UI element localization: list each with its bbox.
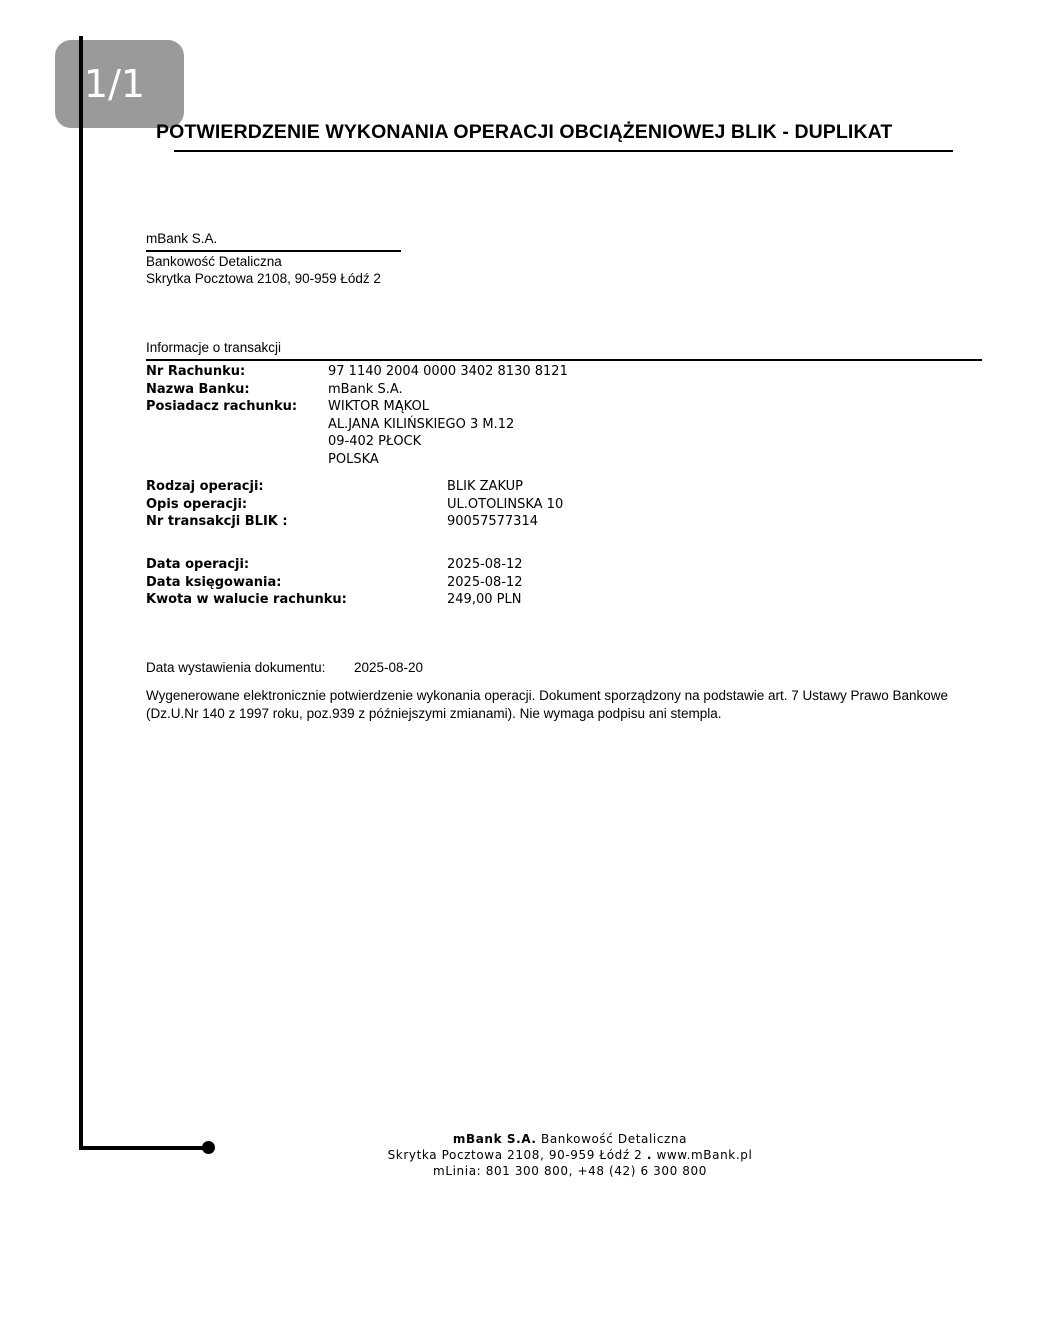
footer-address: Skrytka Pocztowa 2108, 90-959 Łódź 2	[387, 1148, 643, 1162]
footer-department: Bankowość Detaliczna	[541, 1132, 688, 1146]
posting-date-value: 2025-08-12	[447, 575, 523, 590]
operation-type-label: Rodzaj operacji:	[146, 479, 264, 494]
document-title: POTWIERDZENIE WYKONANIA OPERACJI OBCIĄŻENIOWEJ BLIK - DUPLIKAT	[156, 121, 893, 143]
section-title: Informacje o transakcji	[146, 340, 282, 355]
account-number-value: 97 1140 2004 0000 3402 8130 8121	[328, 364, 568, 379]
account-holder-line: POLSKA	[328, 452, 379, 467]
sender-address: Skrytka Pocztowa 2108, 90-959 Łódź 2	[146, 271, 381, 286]
operation-description-value: UL.OTOLINSKA 10	[447, 497, 564, 512]
operation-date-value: 2025-08-12	[447, 557, 523, 572]
issue-date-value: 2025-08-20	[354, 660, 424, 675]
bank-name-label: Nazwa Banku:	[146, 382, 250, 397]
operation-date-label: Data operacji:	[146, 557, 250, 572]
operation-description-label: Opis operacji:	[146, 497, 248, 512]
issue-date-label: Data wystawienia dokumentu:	[146, 660, 326, 675]
amount-label: Kwota w walucie rachunku:	[146, 592, 347, 607]
blik-transaction-label: Nr transakcji BLIK :	[146, 514, 288, 529]
account-holder-line: WIKTOR MĄKOL	[328, 399, 429, 414]
legal-note: Wygenerowane elektronicznie potwierdzenie wykonania operacji. Dokument sporządzony na podstawie art. 7 Ustawy Prawo Bankowe (Dz.U.Nr 140 z 1997 roku, poz.939 z późniejszymi zmianami). Nie wymaga podpisu ani stempla.	[146, 688, 949, 721]
account-number-label: Nr Rachunku:	[146, 364, 246, 379]
title-underline	[174, 150, 953, 152]
posting-date-label: Data księgowania:	[146, 575, 282, 590]
account-holder-label: Posiadacz rachunku:	[146, 399, 298, 414]
account-holder-line: AL.JANA KILIŃSKIEGO 3 M.12	[328, 417, 515, 432]
frame-corner-dot	[202, 1141, 215, 1154]
footer-line-2	[300, 1148, 840, 1162]
amount-value: 249,00 PLN	[447, 592, 522, 607]
footer-bank-name: mBank S.A.	[452, 1132, 537, 1146]
sender-underline	[146, 250, 401, 252]
footer-website-link[interactable]: www.mBank.pl	[656, 1148, 753, 1162]
footer-contact: mLinia: 801 300 800, +48 (42) 6 300 800	[433, 1164, 707, 1178]
sender-department: Bankowość Detaliczna	[146, 254, 282, 269]
frame-horizontal-line	[79, 1146, 209, 1150]
bank-name-value: mBank S.A.	[328, 382, 403, 397]
blik-transaction-value: 90057577314	[447, 514, 538, 529]
operation-type-value: BLIK ZAKUP	[447, 479, 523, 494]
footer-line-1	[300, 1132, 840, 1146]
account-holder-line: 09-402 PŁOCK	[328, 434, 422, 449]
frame-vertical-line	[79, 36, 83, 1150]
footer-separator: .	[646, 1148, 653, 1162]
sender-name: mBank S.A.	[146, 231, 218, 246]
section-divider	[146, 359, 982, 361]
page-indicator: 1/1	[55, 40, 184, 128]
